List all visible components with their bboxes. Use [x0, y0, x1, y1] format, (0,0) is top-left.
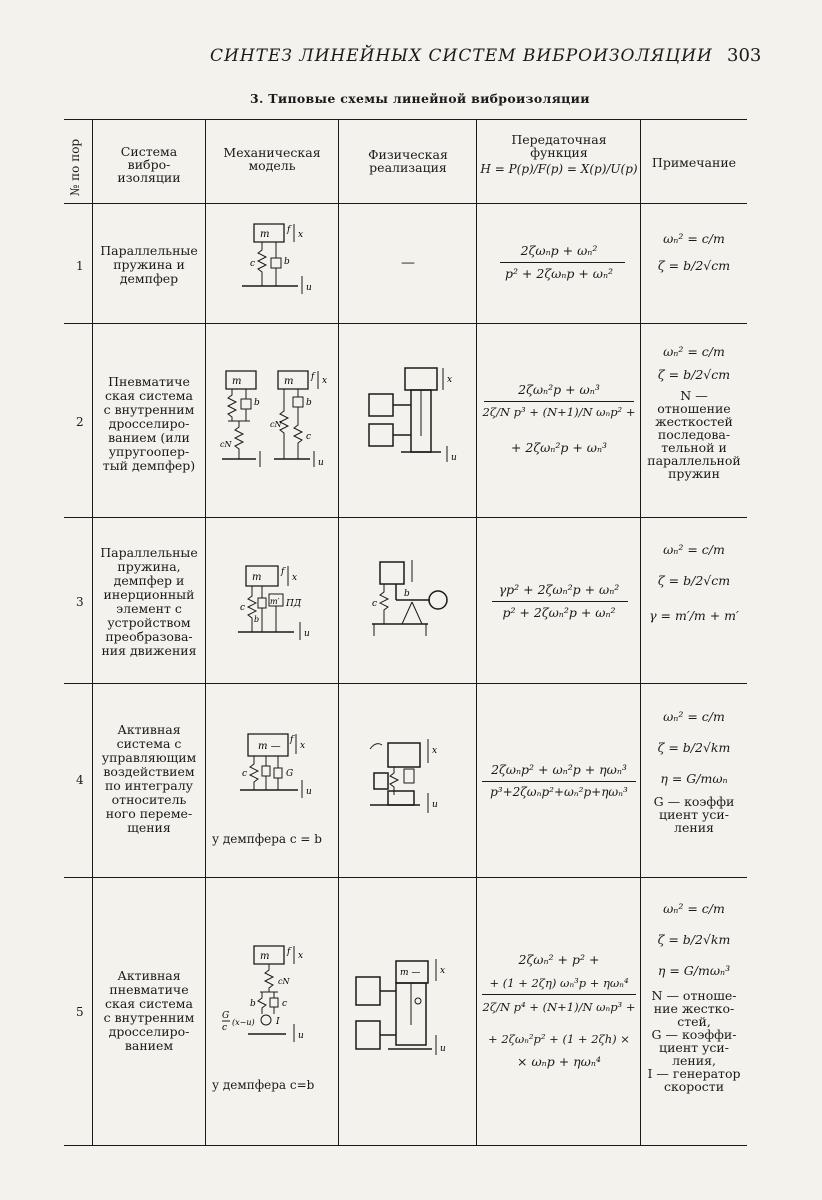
row-system: [94, 969, 204, 1053]
mech-caption: у демпфера c = b: [212, 832, 322, 846]
note-text-line: тельной и: [661, 440, 727, 455]
note-text-line: стей,: [677, 1014, 711, 1029]
svg-text:G: G: [286, 769, 294, 779]
note-text-line: циент уси-: [659, 807, 729, 822]
col-tf-header: [480, 133, 638, 176]
row-system-line: пневматиче: [109, 982, 189, 997]
tf-denominator-line-1: 2ζ/N p³ + (N+1)/N ωₙp² +: [482, 405, 636, 419]
row-system-line: преобразова-: [105, 629, 193, 644]
col-mech-line: модель: [248, 158, 296, 173]
row-system-line: Параллельные: [100, 243, 198, 258]
note-text-line: G — коэффи: [653, 794, 735, 809]
svg-text:m: m: [284, 376, 294, 387]
tf-denominator: p² + 2ζωₙp + ωₙ²: [504, 266, 614, 281]
row-system: [94, 546, 204, 658]
svg-text:cN: cN: [278, 977, 290, 986]
svg-text:u: u: [451, 453, 457, 463]
svg-text:cN: cN: [270, 420, 282, 429]
svg-text:x: x: [292, 573, 298, 583]
svg-text:f: f: [287, 225, 291, 235]
row-system-line: ская система: [105, 996, 193, 1011]
note-text-line: ления,: [672, 1053, 716, 1068]
note-text-line: N — отношение: [657, 388, 731, 416]
row-notes: [643, 232, 745, 272]
row-system-line: по интегралу: [104, 778, 194, 793]
row-system-line: относитель: [111, 792, 187, 807]
tf-denominator: p² + 2ζωₙ²p + ωₙ²: [502, 605, 616, 620]
row-system-line: управляющим: [101, 750, 197, 765]
col-system-line: Система: [120, 144, 178, 159]
col-phys-line: реализация: [369, 160, 447, 175]
col-mech-header: [208, 146, 336, 172]
svg-text:(x−u): (x−u): [232, 1018, 255, 1027]
svg-text:m —: m —: [258, 741, 281, 752]
note-text-line: ние жестко-: [653, 1001, 735, 1016]
note-formula: ωₙ² = c/m: [663, 231, 725, 246]
table-title: 3. Типовые схемы линейной виброизоляции: [250, 91, 590, 106]
physical-realization-diagram: [368, 556, 468, 646]
svg-text:x: x: [440, 966, 446, 976]
row-system-line: Параллельные: [100, 545, 198, 560]
row-notes: [643, 902, 745, 1093]
row-system-line: ния движения: [101, 643, 197, 658]
row-system-line: тый демпфер): [102, 458, 196, 473]
svg-text:u: u: [306, 283, 312, 293]
col-note-header: Примечание: [651, 155, 737, 170]
row-notes: [643, 543, 745, 622]
row-system-line: элемент с: [116, 601, 182, 616]
note-formula: ωₙ² = c/m: [663, 901, 725, 916]
row-system: [94, 244, 204, 286]
svg-text:c: c: [240, 603, 246, 613]
note-text-line: пружин: [668, 466, 720, 481]
row-number: 4: [76, 773, 84, 787]
svg-text:b: b: [404, 589, 410, 599]
note-formula: ωₙ² = c/m: [663, 709, 725, 724]
note-text-line: циент уси-: [659, 1040, 729, 1055]
physical-realization-empty: —: [401, 255, 415, 271]
col-tf-line: Передаточная: [511, 132, 607, 147]
tf-numerator: γp² + 2ζωₙ²p + ωₙ²: [498, 582, 620, 597]
row-number: 1: [76, 259, 84, 273]
svg-text:f: f: [290, 735, 294, 745]
mech-model-diagram: [232, 560, 332, 650]
note-text-line: жесткостей: [655, 414, 733, 429]
note-text-line: ления: [674, 820, 714, 835]
row-system-line: пружина,: [117, 559, 181, 574]
tf-denominator-line-1: 2ζ/N p⁴ + (N+1)/N ωₙp³ +: [482, 1000, 636, 1014]
tf-denominator-line-2: + 2ζωₙ²p² + (1 + 2ζh) ×: [488, 1032, 630, 1046]
row-system-line: система с: [116, 736, 182, 751]
note-formula: ωₙ² = c/m: [663, 542, 725, 557]
col-phys-line: Физическая: [368, 147, 448, 162]
physical-realization-diagram: [366, 735, 466, 820]
tf-numerator-line-2: + (1 + 2ζη) ωₙ³p + ηωₙ⁴: [489, 976, 629, 990]
note-formula: ζ = b/2√km: [657, 932, 731, 947]
svg-text:I: I: [276, 1017, 280, 1027]
row-system-line: Пневматиче: [108, 374, 190, 389]
col-system-line: изоляции: [117, 170, 181, 185]
row-system-line: ванием: [124, 1038, 174, 1053]
tf-numerator: 2ζωₙ²p + ωₙ³: [518, 382, 600, 397]
svg-text:m: m: [260, 229, 270, 240]
svg-text:b: b: [306, 398, 312, 408]
svg-text:b: b: [250, 999, 256, 1009]
svg-text:u: u: [440, 1044, 446, 1054]
running-head: СИНТЕЗ ЛИНЕЙНЫХ СИСТЕМ ВИБРОИЗОЛЯЦИИ: [210, 46, 713, 66]
note-formula: γ = m′/m + m′: [649, 608, 739, 623]
note-text-line: G — коэффи-: [651, 1027, 737, 1042]
svg-text:m: m: [252, 572, 262, 583]
mech-model-diagram: [236, 218, 326, 298]
col-num-header: № по пор: [68, 138, 82, 196]
svg-text:b: b: [254, 398, 260, 408]
row-system: [94, 723, 204, 835]
row-system-line: инерционный: [103, 587, 195, 602]
svg-text:u: u: [306, 787, 312, 797]
note-formula: η = G/mωₙ: [660, 771, 728, 786]
row-system-line: ская система: [105, 388, 193, 403]
note-formula: ζ = b/2√cm: [657, 258, 731, 273]
note-text-line: I — генератор: [647, 1066, 741, 1081]
svg-text:c: c: [222, 1023, 228, 1033]
row-number: 2: [76, 415, 84, 429]
physical-realization-diagram: [365, 362, 465, 472]
col-tf-line: функция: [530, 145, 588, 160]
tf-denominator-line-3: × ωₙp + ηωₙ⁴: [517, 1054, 601, 1069]
svg-text:c: c: [282, 999, 288, 1009]
tf-numerator: 2ζωₙp² + ωₙ²p + ηωₙ³: [491, 762, 627, 777]
row-number: 3: [76, 595, 84, 609]
note-formula: η = G/mωₙ³: [657, 963, 731, 978]
mech-model-diagram: [234, 728, 334, 808]
note-formula: ζ = b/2√cm: [657, 573, 731, 588]
note-text-line: параллельной: [647, 453, 741, 468]
col-mech-line: Механическая: [223, 145, 321, 160]
row-system-line: с внутренним: [103, 1010, 195, 1025]
svg-text:m: m: [260, 951, 270, 962]
tf-denominator: p³+2ζωₙp²+ωₙ²p+ηωₙ³: [490, 785, 628, 799]
row-system-line: Активная: [117, 722, 181, 737]
note-formula: ωₙ² = c/m: [663, 344, 725, 359]
mech-model-diagram: [218, 365, 336, 475]
svg-text:f: f: [311, 372, 315, 382]
svg-text:x: x: [432, 746, 438, 756]
col-tf-formula: H = P(p)/F(p) = X(p)/U(p): [480, 162, 638, 176]
row-number: 5: [76, 1005, 84, 1019]
row-system-line: щения: [127, 820, 171, 835]
svg-text:u: u: [318, 458, 324, 468]
row-system-line: с внутренним: [103, 402, 195, 417]
row-system-line: Активная: [117, 968, 181, 983]
svg-text:x: x: [322, 376, 328, 386]
svg-text:f: f: [287, 947, 291, 957]
svg-text:x: x: [298, 230, 304, 240]
svg-text:u: u: [298, 1031, 304, 1041]
row-system-line: демпфер и: [113, 573, 185, 588]
svg-text:c: c: [372, 599, 378, 609]
tf-numerator-line-1: 2ζωₙ² + p² +: [518, 952, 600, 967]
row-system-line: демпфер: [119, 271, 179, 286]
svg-text:c: c: [242, 769, 248, 779]
row-system-line: дросселиро-: [108, 1024, 190, 1039]
svg-text:ПД: ПД: [286, 599, 302, 609]
svg-text:x: x: [300, 741, 306, 751]
row-notes: [643, 345, 745, 480]
svg-text:m —: m —: [400, 968, 421, 978]
svg-text:b: b: [284, 257, 290, 267]
note-text-line: последова-: [657, 427, 731, 442]
col-phys-header: [342, 148, 474, 174]
svg-text:x: x: [447, 375, 453, 385]
svg-text:u: u: [432, 800, 438, 810]
col-system-line: вибро-: [127, 157, 171, 172]
svg-text:G: G: [222, 1011, 230, 1021]
row-system-line: устройством: [107, 615, 191, 630]
svg-text:b: b: [254, 615, 260, 624]
col-system-header: [95, 145, 203, 184]
svg-text:m′: m′: [270, 597, 280, 606]
note-formula: ζ = b/2√km: [657, 740, 731, 755]
row-system-line: ного переме-: [105, 806, 193, 821]
svg-text:c: c: [250, 259, 256, 269]
note-text-line: N — отноше-: [651, 988, 737, 1003]
svg-text:x: x: [298, 951, 304, 961]
row-system-line: дросселиро-: [108, 416, 190, 431]
tf-numerator: 2ζωₙp + ωₙ²: [520, 243, 598, 258]
svg-text:m: m: [232, 376, 242, 387]
note-text-line: скорости: [663, 1079, 725, 1094]
tf-denominator-line-2: + 2ζωₙ²p + ωₙ³: [510, 440, 608, 455]
note-formula: ζ = b/2√cm: [657, 367, 731, 382]
row-system-line: воздействием: [103, 764, 195, 779]
row-system: [94, 375, 204, 473]
row-system-line: пружина и: [113, 257, 185, 272]
row-system-line: упругоопер-: [108, 444, 190, 459]
svg-text:cN: cN: [220, 440, 232, 449]
mech-model-diagram: [220, 940, 330, 1050]
physical-realization-diagram: [352, 955, 462, 1065]
row-system-line: ванием (или: [108, 430, 190, 445]
svg-text:f: f: [281, 567, 285, 577]
svg-text:u: u: [304, 629, 310, 639]
mech-caption: у демпфера c=b: [212, 1078, 315, 1092]
page-number: 303: [727, 45, 762, 66]
svg-text:c: c: [306, 432, 312, 442]
row-notes: [643, 710, 745, 834]
